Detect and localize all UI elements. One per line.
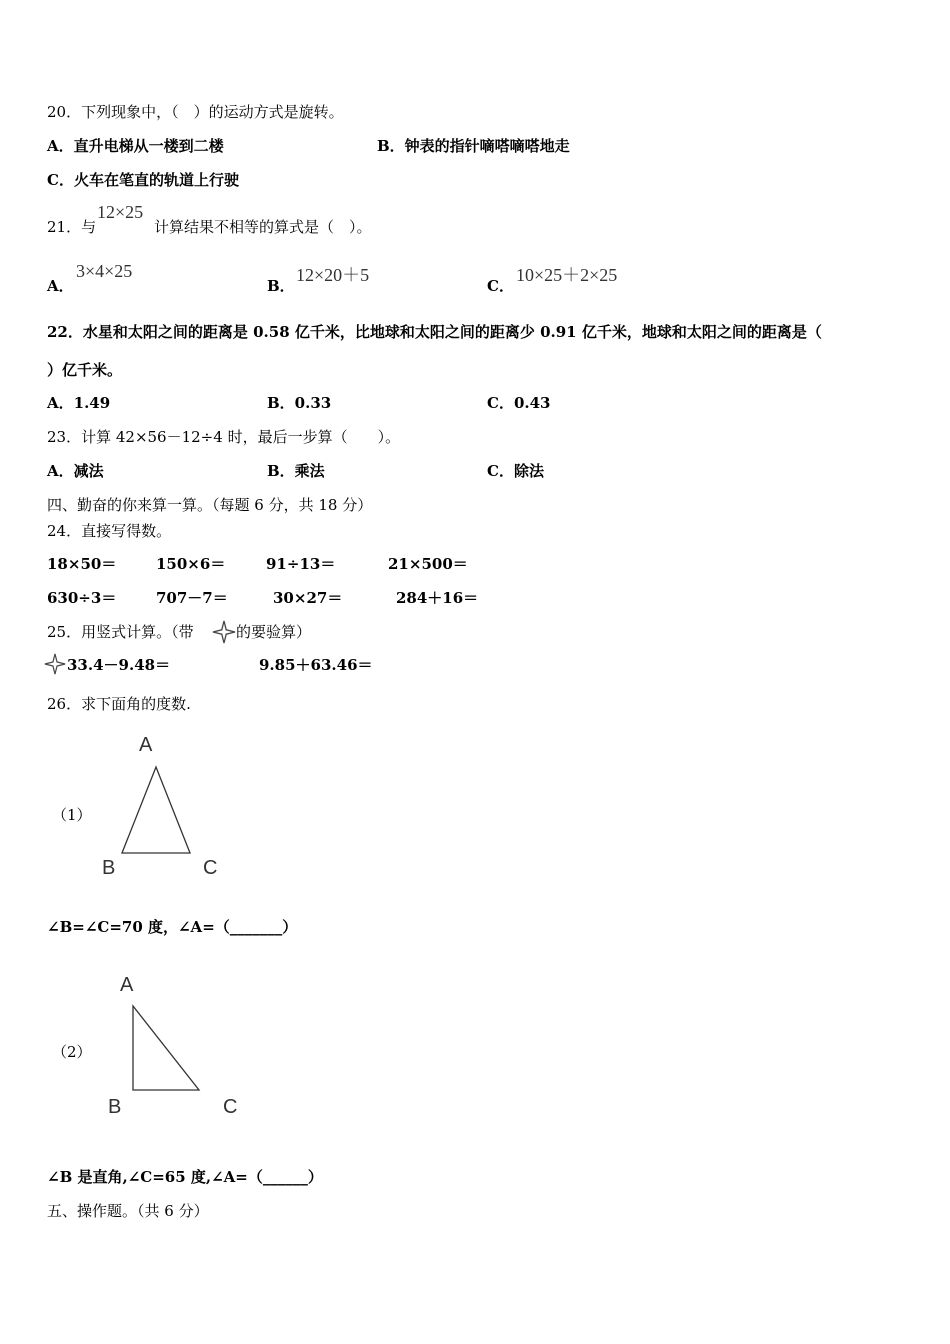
q23-stem: 23．计算 42×56－12÷4 时，最后一步算（ ）。 (47, 428, 401, 446)
q21-option-b-label: B． (267, 277, 295, 295)
q20-stem: 20．下列现象中，（ ）的运动方式是旋转。 (47, 103, 344, 121)
q20-option-b: B．钟表的指针嘀嗒嘀嗒地走 (377, 137, 570, 155)
section-5-heading: 五、操作题。（共 6 分） (47, 1202, 209, 1220)
q26-figure1-vertex-c: C (203, 857, 218, 879)
q24-r2-c1: 630÷3＝ (47, 589, 117, 607)
q21-option-b-expr: 12×20＋5 (296, 265, 370, 285)
q22-option-c: C．0.43 (487, 394, 551, 412)
q22-stem-line2: ）亿千米。 (47, 361, 123, 379)
q22-stem-line1: 22．水星和太阳之间的距离是 0.58 亿千米，比地球和太阳之间的距离少 0.91 亿千米，地球和太阳之间的距离是（ (47, 323, 822, 341)
q26-part2-question: ∠B 是直角,∠C=65 度,∠A=（______） (47, 1168, 323, 1186)
q26-stem: 26．求下面角的度数. (47, 695, 191, 713)
q24-stem: 24．直接写得数。 (47, 522, 172, 540)
q24-r1-c2: 150×6＝ (156, 555, 226, 573)
q26-figure1-vertex-b: B (102, 857, 116, 879)
q24-r1-c3: 91÷13＝ (266, 555, 336, 573)
section-4-heading: 四、勤奋的你来算一算。（每题 6 分，共 18 分） (47, 496, 373, 514)
q21-stem-pre: 21．与 (47, 218, 97, 236)
q21-option-c-label: C． (487, 277, 514, 295)
q21-option-a-expr: 3×4×25 (76, 261, 133, 281)
q21-stem-post: 计算结果不相等的算式是（ ）。 (154, 218, 372, 236)
q26-figure2-vertex-c: C (223, 1096, 238, 1118)
q23-option-c: C．除法 (487, 462, 544, 480)
q25-expression-2: 9.85＋63.46＝ (259, 656, 373, 674)
q26-part1-label: （1） (52, 806, 92, 824)
q20-option-a: A．直升电梯从一楼到二楼 (47, 137, 224, 155)
q25-stem-post: 的要验算） (236, 623, 312, 641)
q25-stem-pre: 25．用竖式计算。（带 (47, 623, 194, 641)
q26-figure2-vertex-b: B (108, 1096, 122, 1118)
q21-expression: 12×25 (97, 202, 144, 222)
q23-option-a: A．减法 (47, 462, 104, 480)
q22-option-a: A．1.49 (47, 394, 111, 412)
q24-r1-c1: 18×50＝ (47, 555, 117, 573)
q26-figure2-vertex-a: A (120, 974, 134, 996)
q24-r2-c2: 707－7＝ (156, 589, 228, 607)
q25-expression-1: 33.4－9.48＝ (67, 656, 171, 674)
q20-option-c: C．火车在笔直的轨道上行驶 (47, 171, 239, 189)
q23-option-b: B．乘法 (267, 462, 325, 480)
q26-part2-label: （2） (52, 1043, 92, 1061)
q22-option-b: B．0.33 (267, 394, 332, 412)
q24-r2-c4: 284＋16＝ (396, 589, 479, 607)
q24-r2-c3: 30×27＝ (273, 589, 343, 607)
q26-figure1-vertex-a: A (139, 734, 153, 756)
q26-part1-question: ∠B=∠C=70 度，∠A=（_______） (47, 918, 298, 936)
q21-option-c-expr: 10×25＋2×25 (516, 265, 618, 285)
q24-r1-c4: 21×500＝ (388, 555, 468, 573)
q21-option-a-label: A． (47, 277, 74, 295)
